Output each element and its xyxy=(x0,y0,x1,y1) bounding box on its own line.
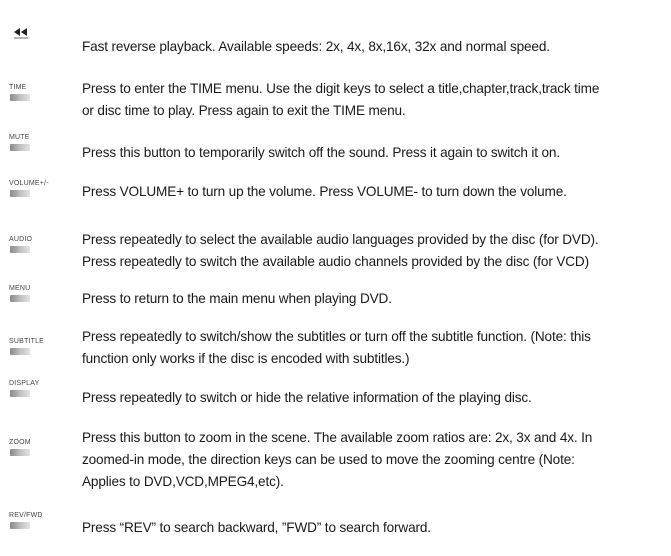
button-label: ZOOM xyxy=(9,439,31,446)
description: Press to return to the main menu when playing DVD. xyxy=(82,291,392,306)
mute-button xyxy=(9,134,69,151)
button-swatch xyxy=(10,295,30,302)
button-swatch xyxy=(10,144,30,151)
subtitle-button xyxy=(9,338,69,355)
description: Press to enter the TIME menu. Use the digit keys to select a title,chapter,track,track time or disc time to play. Press again to exit the TIME menu. xyxy=(82,81,600,118)
button-swatch xyxy=(10,348,30,355)
button-label: AUDIO xyxy=(9,236,33,243)
button-swatch xyxy=(10,390,30,397)
description: Fast reverse playback. Available speeds: 2x, 4x, 8x,16x, 32x and normal speed. xyxy=(82,39,550,54)
button-label: DISPLAY xyxy=(9,380,40,387)
button-swatch xyxy=(10,246,30,253)
description: Press this button to zoom in the scene. The available zoom ratios are: 2x, 3x and 4x. In zoomed-in mode, the direction keys can be used to move the zooming centre (Note: Applies to DVD,VCD,MPEG4,etc). xyxy=(82,430,593,489)
description: Press repeatedly to switch/show the subtitles or turn off the subtitle function. (Note: this function only works if the disc is encoded with subtitles.) xyxy=(82,329,591,366)
button-swatch xyxy=(10,522,30,529)
button-label: SUBTITLE xyxy=(9,338,45,345)
fast-reverse-button xyxy=(9,27,69,39)
button-swatch xyxy=(10,190,30,197)
button-label: VOLUME+/- xyxy=(9,180,49,187)
menu-button xyxy=(9,285,69,302)
button-label: TIME xyxy=(9,84,27,91)
description: Press repeatedly to switch or hide the relative information of the playing disc. xyxy=(82,390,532,405)
rev-fwd-button xyxy=(9,512,69,529)
time-button xyxy=(9,84,69,101)
button-label: REV/FWD xyxy=(9,512,43,519)
description: Press this button to temporarily switch off the sound. Press it again to switch it on. xyxy=(82,145,560,160)
description: Press “REV” to search backward, ”FWD” to search forward. xyxy=(82,520,431,535)
description: Press repeatedly to select the available audio languages provided by the disc (for DVD). Press repeatedly to switch the available audio channels provided by the disc (for VCD) xyxy=(82,232,599,269)
volume-button xyxy=(9,180,69,197)
description: Press VOLUME+ to turn up the volume. Press VOLUME- to turn down the volume. xyxy=(82,184,567,199)
button-label: MUTE xyxy=(9,134,30,141)
button-swatch xyxy=(10,94,30,101)
button-label: MENU xyxy=(9,285,31,292)
zoom-button xyxy=(9,439,69,456)
button-swatch xyxy=(10,449,30,456)
display-button xyxy=(9,380,69,397)
fast-reverse-icon xyxy=(12,27,30,39)
audio-button xyxy=(9,236,69,253)
